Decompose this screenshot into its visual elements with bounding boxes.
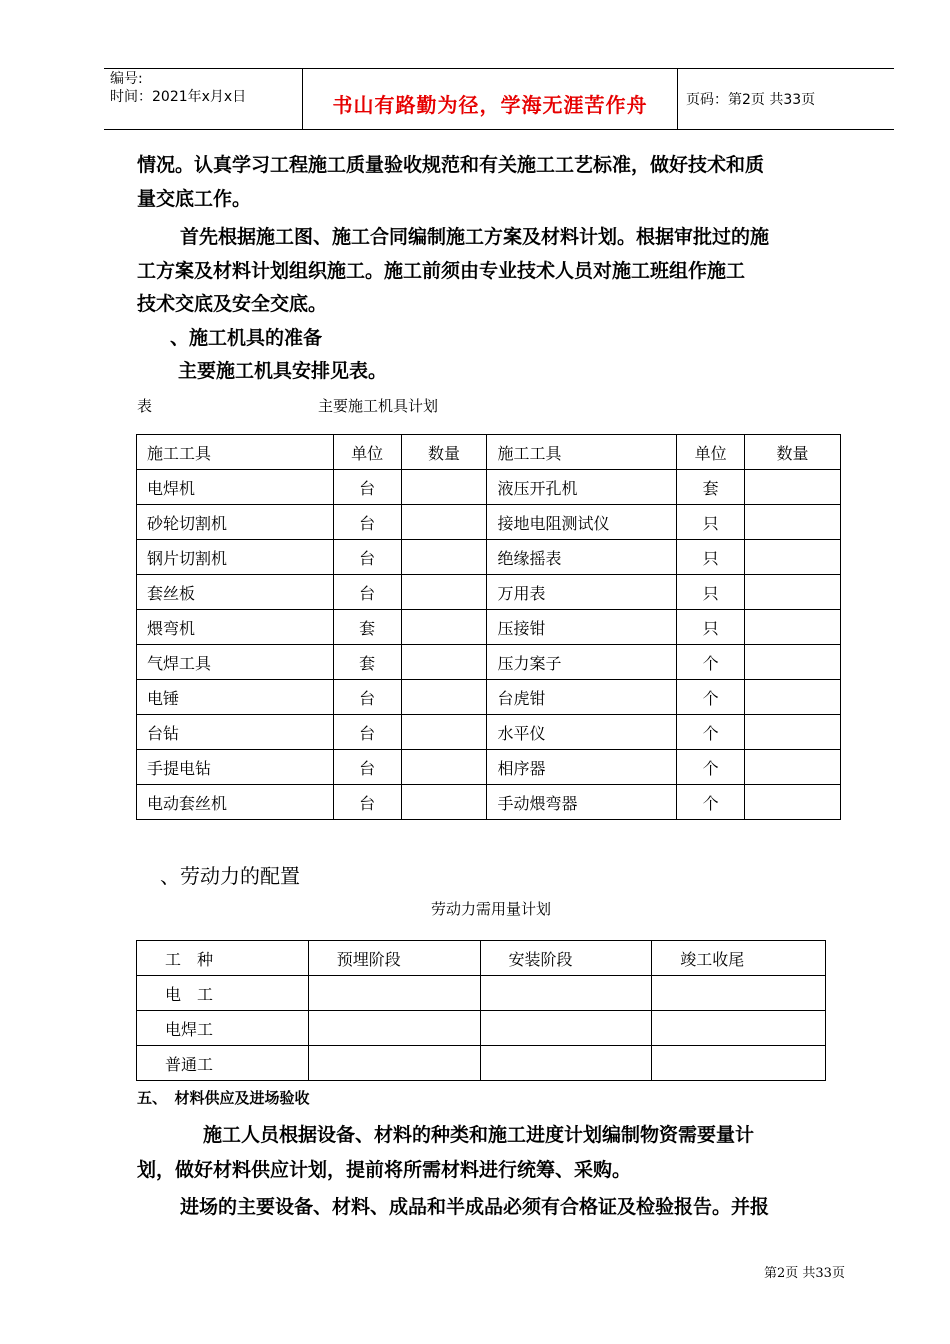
table-cell: 电动套丝机 <box>137 785 334 820</box>
table-cell: 个 <box>677 680 745 715</box>
table-header-cell: 预埋阶段 <box>308 941 480 976</box>
table-cell: 只 <box>677 575 745 610</box>
section-heading-labor: 、劳动力的配置 <box>160 864 300 888</box>
table-cell <box>308 976 480 1011</box>
table-row <box>137 715 841 750</box>
table-cell <box>652 1046 826 1081</box>
header-meta-cell <box>104 69 303 129</box>
table-cell: 压力案子 <box>487 645 677 680</box>
table-cell: 砂轮切割机 <box>137 505 334 540</box>
table-cell <box>308 1046 480 1081</box>
table-cell <box>401 610 487 645</box>
table-cell: 台 <box>333 715 401 750</box>
table-cell: 台 <box>333 540 401 575</box>
table-cell <box>401 750 487 785</box>
body-line: 施工人员根据设备、材料的种类和施工进度计划编制物资需要量计 <box>203 1124 755 1146</box>
section5-heading: 五、 材料供应及进场验收 <box>137 1089 310 1107</box>
header-page-number: 页码：第2页 共33页 <box>686 92 816 108</box>
table-cell: 电 工 <box>137 976 309 1011</box>
table-cell <box>401 575 487 610</box>
table-header-cell: 安装阶段 <box>480 941 652 976</box>
table-cell: 钢片切割机 <box>137 540 334 575</box>
table-cell <box>745 785 841 820</box>
table-cell <box>745 610 841 645</box>
table-cell: 套 <box>333 645 401 680</box>
table-row <box>137 470 841 505</box>
table-cell <box>745 715 841 750</box>
body-line: 进场的主要设备、材料、成品和半成品必须有合格证及检验报告。并报 <box>180 1196 770 1218</box>
header-slogan-cell <box>303 69 678 129</box>
table-cell: 台 <box>333 470 401 505</box>
table-cell: 只 <box>677 505 745 540</box>
table-cell: 液压开孔机 <box>487 470 677 505</box>
table-header-cell: 数量 <box>745 435 841 470</box>
header-slogan: 书山有路勤为径，学海无涯苦作舟 <box>332 93 648 117</box>
table-cell: 电焊工 <box>137 1011 309 1046</box>
table-cell: 台 <box>333 505 401 540</box>
section-heading-tools: 、施工机具的准备 <box>170 327 323 349</box>
table-cell: 相序器 <box>487 750 677 785</box>
table-cell <box>652 976 826 1011</box>
table-row <box>137 1011 826 1046</box>
table-row <box>137 610 841 645</box>
table-cell: 绝缘摇表 <box>487 540 677 575</box>
body-line: 工方案及材料计划组织施工。施工前须由专业技术人员对施工班组作施工 <box>137 260 746 282</box>
table-cell: 个 <box>677 645 745 680</box>
table-cell: 个 <box>677 750 745 785</box>
table-cell <box>745 470 841 505</box>
table-cell <box>401 470 487 505</box>
table-cell <box>745 540 841 575</box>
labor-table <box>136 940 826 1081</box>
body-line: 首先根据施工图、施工合同编制施工方案及材料计划。根据审批过的施 <box>180 226 770 248</box>
table-cell <box>745 750 841 785</box>
table1-prefix: 表 <box>137 397 153 415</box>
table-row <box>137 976 826 1011</box>
table-row <box>137 540 841 575</box>
table1-title: 主要施工机具计划 <box>318 397 439 415</box>
table-header-cell: 单位 <box>333 435 401 470</box>
doc-time: 时间：2021年x月x日 <box>110 89 247 105</box>
table-cell: 电焊机 <box>137 470 334 505</box>
table-cell: 压接钳 <box>487 610 677 645</box>
table-header-cell: 单位 <box>677 435 745 470</box>
table-row <box>137 1046 826 1081</box>
table-cell <box>401 680 487 715</box>
table-cell: 个 <box>677 715 745 750</box>
table-cell <box>401 505 487 540</box>
table-cell <box>745 645 841 680</box>
body-line: 技术交底及安全交底。 <box>137 293 328 315</box>
table-cell: 只 <box>677 610 745 645</box>
body-line: 划，做好材料供应计划，提前将所需材料进行统筹、采购。 <box>137 1159 632 1181</box>
table-cell: 电锤 <box>137 680 334 715</box>
table-cell: 台 <box>333 750 401 785</box>
table-row <box>137 785 841 820</box>
table-cell: 台 <box>333 680 401 715</box>
table-row <box>137 645 841 680</box>
table-cell: 台虎钳 <box>487 680 677 715</box>
table-cell <box>745 680 841 715</box>
table-cell <box>745 575 841 610</box>
table-cell: 台 <box>333 575 401 610</box>
table-header-row <box>137 435 841 470</box>
body-line: 量交底工作。 <box>137 188 252 210</box>
tools-intro: 主要施工机具安排见表。 <box>178 360 388 382</box>
table-header-cell: 工 种 <box>137 941 309 976</box>
table-cell <box>652 1011 826 1046</box>
body-line: 情况。认真学习工程施工质量验收规范和有关施工工艺标准，做好技术和质 <box>137 154 765 176</box>
table-cell <box>480 1046 652 1081</box>
table-cell <box>401 785 487 820</box>
table-cell: 气焊工具 <box>137 645 334 680</box>
table-header-cell: 数量 <box>401 435 487 470</box>
table-cell: 普通工 <box>137 1046 309 1081</box>
table-row <box>137 575 841 610</box>
table-cell <box>480 976 652 1011</box>
labor-table-title: 劳动力需用量计划 <box>431 900 552 918</box>
table-header-cell: 竣工收尾 <box>652 941 826 976</box>
tools-table <box>136 434 841 820</box>
table-cell <box>401 715 487 750</box>
table-cell: 手动煨弯器 <box>487 785 677 820</box>
table-cell: 个 <box>677 785 745 820</box>
table-cell: 台 <box>333 785 401 820</box>
table-cell: 套丝板 <box>137 575 334 610</box>
table-cell: 只 <box>677 540 745 575</box>
table-cell <box>401 540 487 575</box>
table-cell: 煨弯机 <box>137 610 334 645</box>
table-header-cell: 施工工具 <box>137 435 334 470</box>
table-cell <box>401 645 487 680</box>
table-header-row <box>137 941 826 976</box>
table-cell: 水平仪 <box>487 715 677 750</box>
table-cell <box>480 1011 652 1046</box>
table-row <box>137 680 841 715</box>
doc-code-label: 编号: <box>110 71 143 87</box>
page-header <box>104 68 894 130</box>
table-row <box>137 750 841 785</box>
table-cell <box>308 1011 480 1046</box>
table-cell: 套 <box>677 470 745 505</box>
table-cell: 接地电阻测试仪 <box>487 505 677 540</box>
table-row <box>137 505 841 540</box>
table-cell: 手提电钻 <box>137 750 334 785</box>
header-page-cell <box>678 69 894 129</box>
footer-page-number: 第2页 共33页 <box>764 1266 845 1281</box>
table-header-cell: 施工工具 <box>487 435 677 470</box>
table-cell: 台钻 <box>137 715 334 750</box>
table-cell: 套 <box>333 610 401 645</box>
table-cell: 万用表 <box>487 575 677 610</box>
table-cell <box>745 505 841 540</box>
